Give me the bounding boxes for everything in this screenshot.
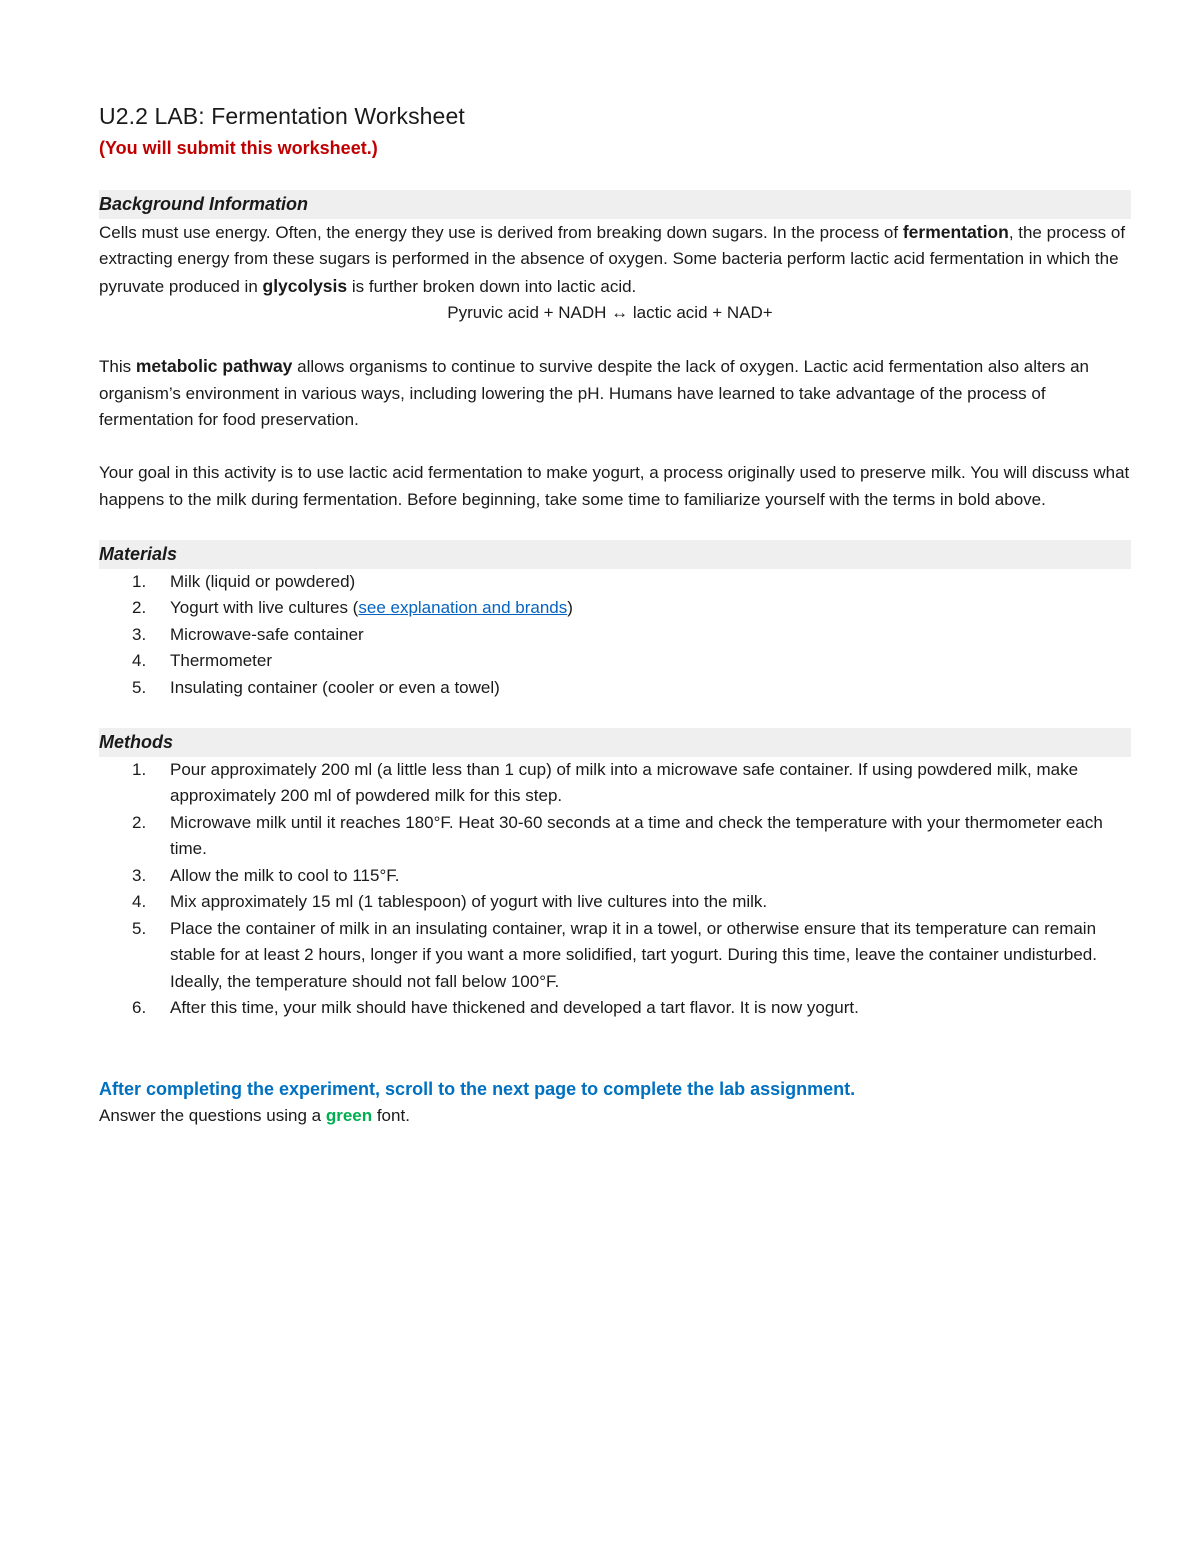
list-number: 2. [132,598,147,617]
list-item [99,995,1131,1022]
answer-text-a: Answer the questions using a [99,1105,326,1125]
list-number: 4. [132,651,147,670]
section-heading-methods: Methods [99,728,1131,757]
list-number: 2. [132,812,147,832]
list-item [99,595,1131,622]
background-paragraph-2 [99,353,1131,434]
reaction-equation: Pyruvic acid + NADH ↔ lactic acid + NAD+ [447,303,773,322]
list-item-text: After this time, your milk should have thickened and developed a tart flavor. It is now yogurt. [170,998,859,1017]
section-heading-background: Background Information [99,190,1131,219]
list-item-text: Insulating container (cooler or even a towel) [170,677,500,697]
list-item-text: ) [567,598,573,617]
term-metabolic-pathway: metabolic pathway [135,356,293,376]
spacer [99,513,1131,540]
list-item-text: Microwave milk until it reaches 180°F. Heat 30-60 seconds at a time and check the temperature with your thermometer each time. [170,812,1103,858]
worksheet-page [99,100,1131,1129]
spacer [99,327,1131,354]
section-heading-materials: Materials [99,540,1131,569]
list-item [99,648,1131,675]
list-item-text: Mix approximately 15 ml (1 tablespoon) of yogurt with live cultures into the milk. [170,892,768,911]
list-item-text: Thermometer [170,651,273,670]
term-fermentation: fermentation [902,221,1009,242]
list-number: 1. [132,759,147,779]
list-item [99,569,1131,596]
answer-text-b: font. [372,1105,410,1125]
list-item-text: Place the container of milk in an insulating container, wrap it in a towel, or otherwise ensure that its temperature can remain stable for at least 2 hours, longer if you want a more solidified, tart yogurt. During this time, leave the container undisturbed. Ideally, the temperature should not fall below 100°F. [170,918,1097,991]
list-number: 5. [132,677,147,697]
list-item [99,675,1131,702]
bg-p2-text-b: allows organisms to continue to survive despite the lack of oxygen. Lactic acid fermentation also alters an organism’s environment in various ways, including lowering the pH. Humans have learned to take advantage of the process of fermentation for food preservation. [99,357,1090,429]
list-number: 5. [132,918,147,938]
spacer [99,434,1131,461]
explanation-brands-link[interactable]: see explanation and brands [358,598,568,617]
answer-instruction [99,1103,1131,1129]
spacer [99,1022,1131,1049]
list-item [99,889,1131,916]
green-word: green [325,1105,373,1125]
bg-p2-text-a: This [99,357,136,376]
list-number: 6. [132,998,147,1017]
list-number: 1. [132,571,147,591]
list-item [99,810,1131,863]
list-item-text: Pour approximately 200 ml (a little less than 1 cup) of milk into a microwave safe container. If using powdered milk, make approximately 200 ml of powdered milk for this step. [170,759,1079,805]
spacer [99,701,1131,728]
background-paragraph-3: Your goal in this activity is to use lactic acid fermentation to make yogurt, a process originally used to preserve milk. You will discuss what happens to the milk during fermentation. Before beginning, take some time to familiarize yourself with the terms in bold above. [99,463,1130,509]
list-item [99,622,1131,649]
materials-list [99,569,1131,702]
spacer [99,1048,1131,1075]
methods-list [99,757,1131,1022]
list-item [99,863,1131,890]
list-item-text: Microwave-safe container [170,624,364,644]
spacer [99,163,1131,190]
bg-p1-text-c: is further broken down into lactic acid. [347,276,637,296]
list-item-text: Milk (liquid or powdered) [170,571,356,591]
next-page-instruction: After completing the experiment, scroll to the next page to complete the lab assignment. [99,1078,856,1099]
submit-notice: (You will submit this worksheet.) [99,138,378,158]
list-item-text: Allow the milk to cool to 115°F. [170,865,400,885]
list-item [99,757,1131,810]
background-paragraph-1 [99,219,1131,301]
bg-p1-text-a: Cells must use energy. Often, the energy they use is derived from breaking down sugars. In the process of [99,222,903,242]
list-number: 3. [132,624,147,644]
bg-p1-text-b: , the process of extracting energy from these sugars is performed in the absence of oxygen. Some bacteria perform lactic acid fermentation in which the pyruvate produced in [99,222,1126,296]
list-item-text: Yogurt with live cultures ( [170,598,359,617]
list-item [99,916,1131,996]
term-glycolysis: glycolysis [262,275,348,296]
list-number: 3. [132,865,147,885]
title-lab-code: U2.2 LAB [99,103,199,129]
page-title [99,100,1131,133]
list-number: 4. [132,892,147,911]
title-text: : Fermentation Worksheet [198,103,465,129]
